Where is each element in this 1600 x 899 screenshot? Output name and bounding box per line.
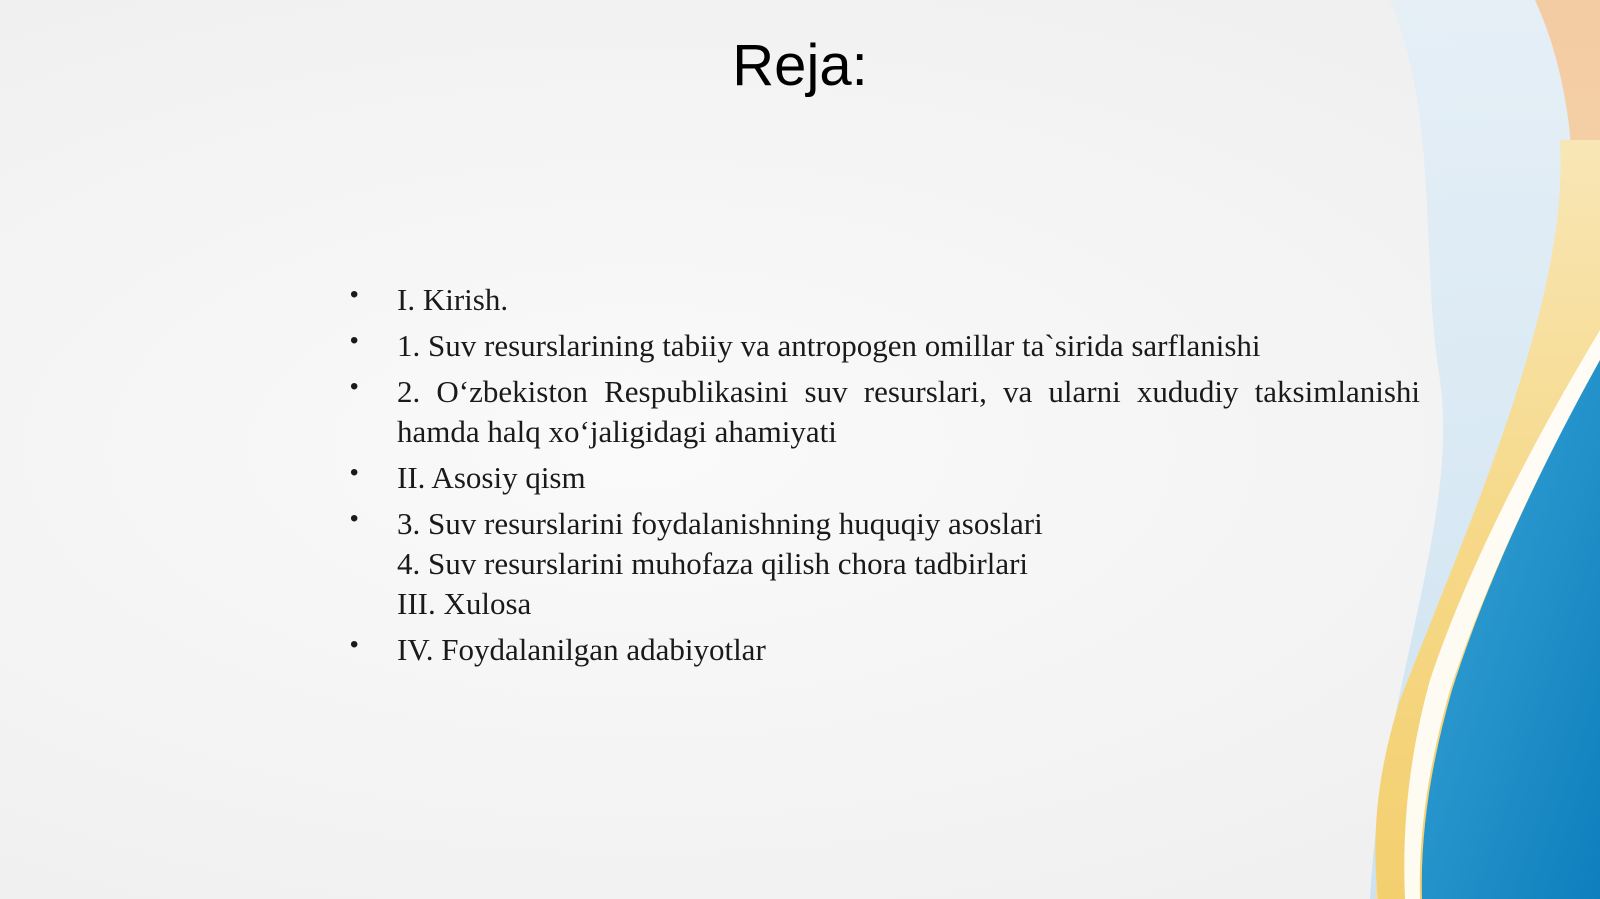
list-item-text: III. Xulosa: [397, 586, 532, 621]
list-item-text: IV. Foydalanilgan adabiyotlar: [397, 632, 766, 667]
agenda-list: [350, 280, 1420, 676]
list-item-text: hamda halq xo‘jaligidagi ahamiyati: [397, 414, 837, 449]
list-item-text: I. Kirish.: [397, 282, 509, 317]
bullet-icon: •: [350, 373, 359, 400]
list-item: [350, 458, 1420, 498]
bullet-icon: •: [350, 631, 359, 658]
list-item: [350, 280, 1420, 320]
list-item-text: 3. Suv resurslarini foydalanishning huquqiy asoslari: [397, 506, 1043, 541]
list-item: [350, 372, 1420, 452]
bullet-icon: •: [350, 505, 359, 532]
list-item-text: 4. Suv resurslarini muhofaza qilish chora tadbirlari: [397, 546, 1029, 581]
bullet-icon: •: [350, 327, 359, 354]
list-item-text: 2. O‘zbekiston Respublikasini suv resurslari, va ularni xududiy taksimlanishi: [397, 374, 1420, 409]
list-item-text: II. Asosiy qism: [397, 460, 586, 495]
list-item: [350, 504, 1420, 624]
list-item: [350, 630, 1420, 670]
slide-title: Reja:: [732, 33, 868, 98]
list-item-text: 1. Suv resurslarining tabiiy va antropogen omillar ta`sirida sarflanishi: [397, 328, 1261, 363]
bullet-icon: •: [350, 459, 359, 486]
bullet-icon: •: [350, 281, 359, 308]
list-item: [350, 326, 1420, 366]
